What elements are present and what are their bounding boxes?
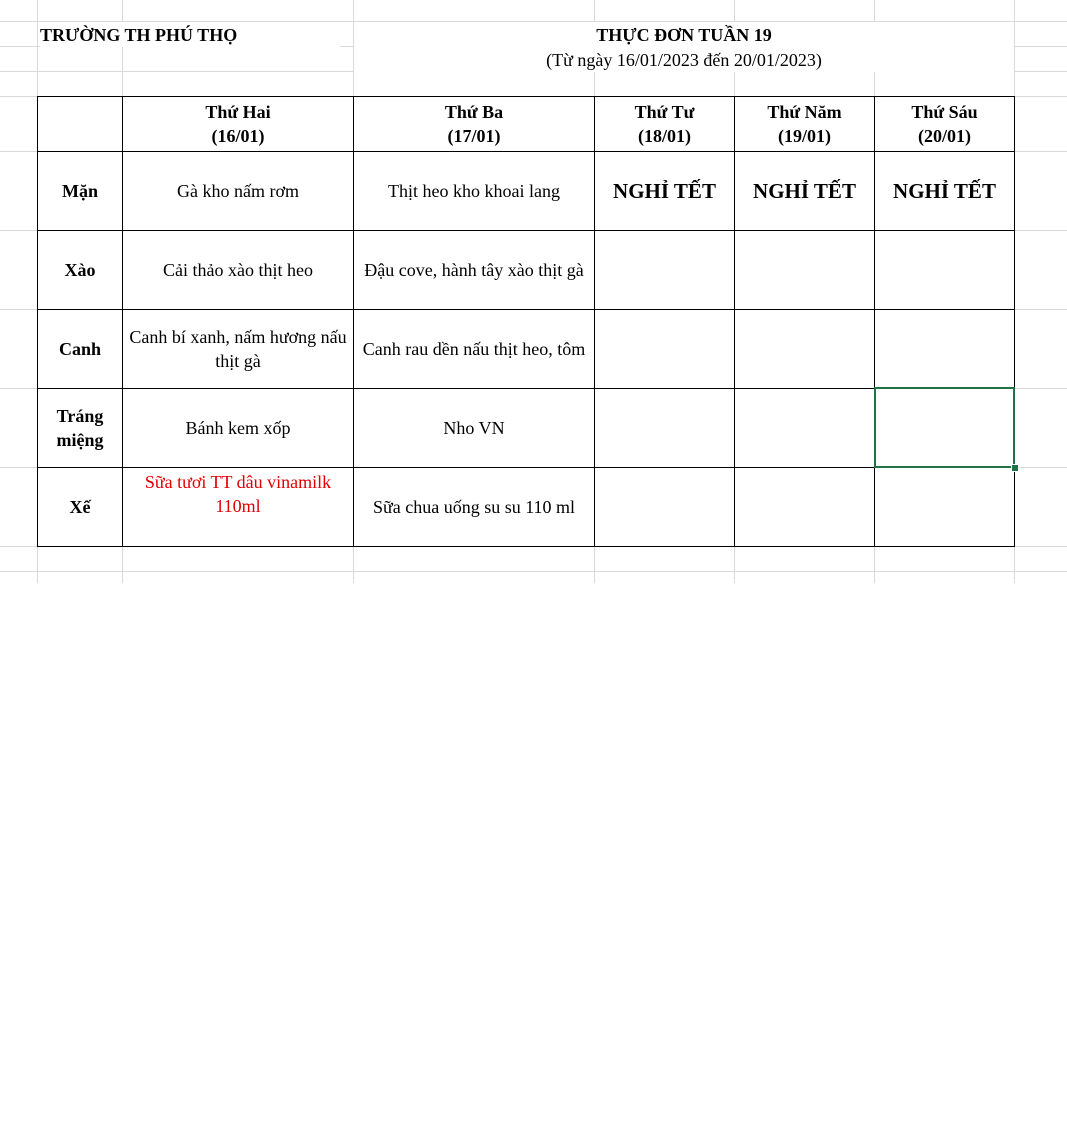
cell-xe-mon[interactable]: Sữa tươi TT dâu vinamilk 110ml xyxy=(122,467,354,547)
fill-handle[interactable] xyxy=(1011,464,1019,472)
cell-xe-fri[interactable] xyxy=(874,467,1015,547)
row-label-xe[interactable]: Xế xyxy=(37,467,123,547)
active-cell-selection[interactable] xyxy=(874,387,1015,468)
date-range[interactable]: (Từ ngày 16/01/2023 đến 20/01/2023) xyxy=(354,47,1014,72)
cell-man-tue[interactable]: Thịt heo kho khoai lang xyxy=(353,151,595,231)
day-header-wed[interactable] xyxy=(594,96,735,152)
cell-canh-wed[interactable] xyxy=(594,309,735,389)
day-header-thu[interactable] xyxy=(734,96,875,152)
cell-trang-mieng-mon[interactable]: Bánh kem xốp xyxy=(122,388,354,468)
day-name: Thứ Sáu xyxy=(911,102,978,122)
day-name: Thứ Năm xyxy=(767,102,842,122)
day-name: Thứ Hai xyxy=(205,102,271,122)
cell-canh-fri[interactable] xyxy=(874,309,1015,389)
cell-xao-wed[interactable] xyxy=(594,230,735,310)
cell-xao-mon[interactable]: Cải thảo xào thịt heo xyxy=(122,230,354,310)
cell-canh-thu[interactable] xyxy=(734,309,875,389)
day-name: Thứ Ba xyxy=(444,102,504,122)
cell-xe-thu[interactable] xyxy=(734,467,875,547)
cell-trang-mieng-tue[interactable]: Nho VN xyxy=(353,388,595,468)
day-header-fri[interactable] xyxy=(874,96,1015,152)
day-name: Thứ Tư xyxy=(634,102,695,122)
cell-canh-tue[interactable]: Canh rau dền nấu thịt heo, tôm xyxy=(353,309,595,389)
cell-man-wed[interactable]: NGHỈ TẾT xyxy=(594,151,735,231)
day-date: (18/01) xyxy=(638,126,691,146)
menu-title[interactable]: THỰC ĐƠN TUẦN 19 xyxy=(354,22,1014,47)
school-name[interactable]: TRƯỜNG TH PHÚ THỌ xyxy=(40,22,340,47)
day-date: (19/01) xyxy=(778,126,831,146)
day-date: (17/01) xyxy=(447,126,501,146)
cell-xe-wed[interactable] xyxy=(594,467,735,547)
cell-trang-mieng-wed[interactable] xyxy=(594,388,735,468)
day-header-mon[interactable] xyxy=(122,96,354,152)
cell-man-mon[interactable]: Gà kho nấm rơm xyxy=(122,151,354,231)
cell-xao-fri[interactable] xyxy=(874,230,1015,310)
cell-xe-tue[interactable]: Sữa chua uống su su 110 ml xyxy=(353,467,595,547)
row-label-man[interactable]: Mặn xyxy=(37,151,123,231)
row-label-trang-mieng[interactable]: Tráng miệng xyxy=(37,388,123,468)
day-date: (16/01) xyxy=(211,126,265,146)
day-header-tue[interactable] xyxy=(353,96,595,152)
row-label-xao[interactable]: Xào xyxy=(37,230,123,310)
cell-trang-mieng-thu[interactable] xyxy=(734,388,875,468)
day-date: (20/01) xyxy=(918,126,971,146)
cell-canh-mon[interactable]: Canh bí xanh, nấm hương nấu thịt gà xyxy=(122,309,354,389)
cell-xao-thu[interactable] xyxy=(734,230,875,310)
cell-xao-tue[interactable]: Đậu cove, hành tây xào thịt gà xyxy=(353,230,595,310)
cell-man-thu[interactable]: NGHỈ TẾT xyxy=(734,151,875,231)
row-label-canh[interactable]: Canh xyxy=(37,309,123,389)
corner-cell[interactable] xyxy=(37,96,123,152)
cell-man-fri[interactable]: NGHỈ TẾT xyxy=(874,151,1015,231)
